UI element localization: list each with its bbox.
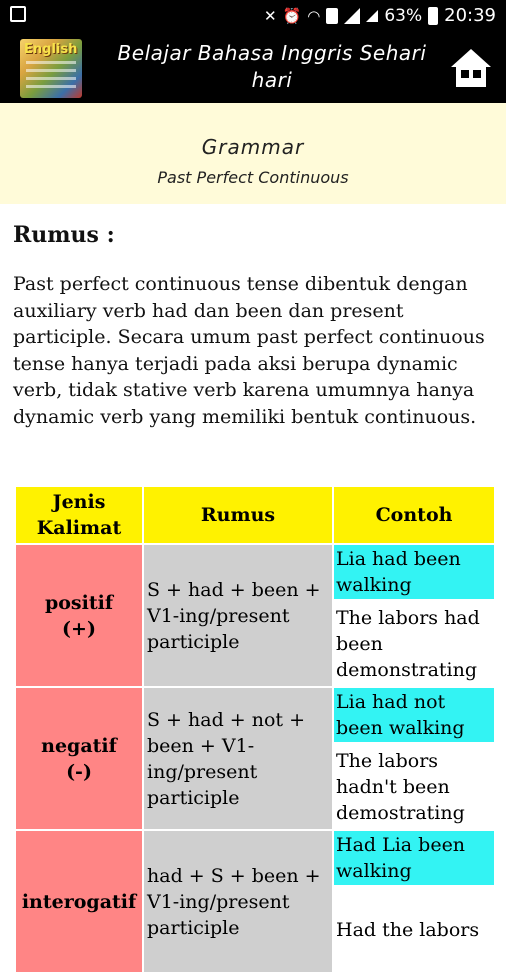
alarm-icon: ⏰: [282, 6, 302, 25]
jenis-cell: negatif (-): [15, 687, 143, 830]
logo-text: English: [24, 42, 78, 57]
description-paragraph: Past perfect continuous tense dibentuk dengan auxiliary verb had dan been dan present participle. Secara umum past perfect continuous tense hanya terjadi pada aksi berupa dynamic verb, tidak stative verb karena umumnya hanya dynamic verb yang memiliki bentuk continuous.: [13, 273, 485, 428]
header-rumus: Rumus: [143, 486, 333, 544]
rumus-cell: had + S + been + V1-ing/present participle: [143, 830, 333, 973]
signal-icon: [344, 8, 360, 24]
header-jenis: Jenis Kalimat: [15, 486, 143, 544]
topic-title: Past Perfect Continuous: [157, 168, 349, 187]
contoh-cell: Had the labors: [333, 886, 495, 973]
contoh-cell: The labors hadn't been demostrating: [333, 743, 495, 830]
app-bar: [0, 33, 506, 103]
contoh-cell: The labors had been demonstrating: [333, 600, 495, 687]
jenis-cell: interogatif: [15, 830, 143, 973]
mute-icon: ✕: [263, 6, 277, 25]
clock: 20:39: [444, 5, 496, 26]
rumus-cell: S + had + not + been + V1-ing/present participle: [143, 687, 333, 830]
table-row: [15, 830, 495, 886]
sim-icon: [326, 8, 338, 24]
status-bar: [0, 0, 506, 33]
table-header-row: [15, 486, 495, 544]
formula-table: [14, 485, 496, 974]
home-icon: [448, 45, 494, 91]
battery-icon: [428, 7, 438, 25]
lesson-header: [0, 103, 506, 204]
gallery-notification-icon: [10, 6, 26, 27]
table-row: [15, 544, 495, 600]
table-row: [15, 687, 495, 743]
wifi-icon: ◠: [307, 6, 321, 25]
header-contoh: Contoh: [333, 486, 495, 544]
battery-percent: 63%: [384, 5, 423, 26]
section-title: Grammar: [201, 135, 305, 159]
contoh-cell: Lia had been walking: [333, 544, 495, 600]
contoh-cell: Lia had not been walking: [333, 687, 495, 743]
app-logo: [20, 39, 82, 98]
signal-2-icon: [366, 10, 378, 22]
rumus-heading: Rumus :: [13, 222, 115, 248]
lesson-content[interactable]: [0, 204, 506, 941]
contoh-cell: Had Lia been walking: [333, 830, 495, 886]
rumus-cell: S + had + been + V1-ing/present participle: [143, 544, 333, 687]
app-title: Belajar Bahasa Inggris Sehari hari: [117, 41, 427, 92]
jenis-cell: positif (+): [15, 544, 143, 687]
home-button[interactable]: [448, 45, 494, 91]
